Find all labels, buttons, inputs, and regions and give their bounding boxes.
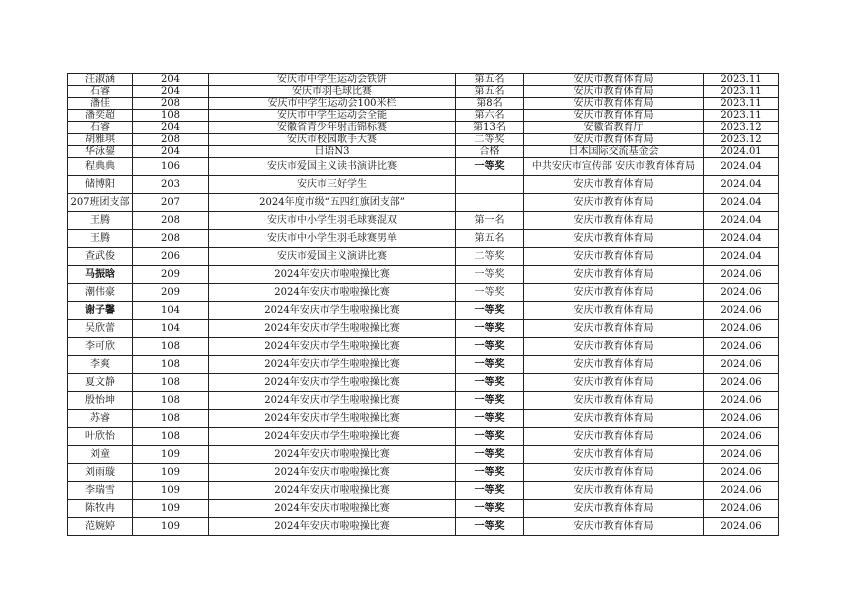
student-name-cell: 叶欣怡 <box>68 428 133 446</box>
competition-cell: 2024年度市级“五四红旗团支部” <box>209 194 456 212</box>
organizer-cell: 安庆市教育体育局 <box>524 248 704 266</box>
organizer-cell: 安庆市教育体育局 <box>524 302 704 320</box>
organizer-cell: 安庆市教育体育局 <box>524 338 704 356</box>
student-name-cell: 吴欣蕾 <box>68 320 133 338</box>
organizer-cell: 安庆市教育体育局 <box>524 266 704 284</box>
table-row <box>68 410 779 428</box>
student-name-cell: 马振晗 <box>68 266 133 284</box>
table-row <box>68 320 779 338</box>
organizer-cell: 安庆市教育体育局 <box>524 194 704 212</box>
class-cell: 204 <box>133 86 209 98</box>
award-cell: 一等奖 <box>456 482 524 500</box>
table-row <box>68 302 779 320</box>
award-cell: 一等奖 <box>456 464 524 482</box>
date-cell: 2024.06 <box>704 446 779 464</box>
table-row <box>68 374 779 392</box>
award-cell: 二等奖 <box>456 134 524 146</box>
date-cell: 2023.11 <box>704 110 779 122</box>
date-cell: 2024.04 <box>704 230 779 248</box>
student-name-cell: 苏睿 <box>68 410 133 428</box>
organizer-cell: 安庆市教育体育局 <box>524 212 704 230</box>
class-cell: 209 <box>133 266 209 284</box>
date-cell: 2024.06 <box>704 518 779 536</box>
student-name-cell: 陈牧冉 <box>68 500 133 518</box>
competition-cell: 2024年安庆市学生啦啦操比赛 <box>209 320 456 338</box>
award-cell: 一等奖 <box>456 356 524 374</box>
date-cell: 2024.06 <box>704 320 779 338</box>
table-row <box>68 86 779 98</box>
date-cell: 2023.11 <box>704 98 779 110</box>
date-cell: 2024.06 <box>704 302 779 320</box>
student-name-cell: 王腾 <box>68 230 133 248</box>
organizer-cell: 安徽省教育厅 <box>524 122 704 134</box>
class-cell: 109 <box>133 500 209 518</box>
student-name-cell: 李爽 <box>68 356 133 374</box>
competition-cell: 安庆市爱国主义演讲比赛 <box>209 248 456 266</box>
student-name-cell: 范婉婷 <box>68 518 133 536</box>
date-cell: 2024.04 <box>704 158 779 176</box>
table-row <box>68 356 779 374</box>
student-name-cell: 殷怡坤 <box>68 392 133 410</box>
student-name-cell: 潘奕超 <box>68 110 133 122</box>
date-cell: 2024.06 <box>704 428 779 446</box>
date-cell: 2024.04 <box>704 212 779 230</box>
award-cell: 一等奖 <box>456 320 524 338</box>
organizer-cell: 安庆市教育体育局 <box>524 176 704 194</box>
organizer-cell: 安庆市教育体育局 <box>524 446 704 464</box>
class-cell: 108 <box>133 410 209 428</box>
award-cell: 一等奖 <box>456 284 524 302</box>
student-name-cell: 李瑞雪 <box>68 482 133 500</box>
organizer-cell: 安庆市教育体育局 <box>524 134 704 146</box>
award-cell: 第五名 <box>456 74 524 86</box>
date-cell: 2024.06 <box>704 392 779 410</box>
class-cell: 108 <box>133 110 209 122</box>
organizer-cell: 安庆市教育体育局 <box>524 374 704 392</box>
competition-cell: 2024年安庆市学生啦啦操比赛 <box>209 356 456 374</box>
date-cell: 2023.12 <box>704 122 779 134</box>
student-name-cell: 潘佳 <box>68 98 133 110</box>
class-cell: 207 <box>133 194 209 212</box>
class-cell: 208 <box>133 212 209 230</box>
award-cell: 第13名 <box>456 122 524 134</box>
table-row <box>68 518 779 536</box>
date-cell: 2024.06 <box>704 284 779 302</box>
table-row <box>68 248 779 266</box>
award-cell: 二等奖 <box>456 248 524 266</box>
student-name-cell: 汪淑涵 <box>68 74 133 86</box>
award-cell: 一等奖 <box>456 446 524 464</box>
award-cell: 第六名 <box>456 110 524 122</box>
date-cell: 2023.11 <box>704 86 779 98</box>
competition-cell: 安庆市中小学生羽毛球赛混双 <box>209 212 456 230</box>
competition-cell: 2024年安庆市啦啦操比赛 <box>209 266 456 284</box>
competition-cell: 2024年安庆市啦啦操比赛 <box>209 482 456 500</box>
competition-cell: 安庆市中小学生羽毛球赛男单 <box>209 230 456 248</box>
table-row <box>68 122 779 134</box>
award-cell: 一等奖 <box>456 338 524 356</box>
competition-cell: 安庆市校园歌手大赛 <box>209 134 456 146</box>
table-row <box>68 134 779 146</box>
competition-cell: 2024年安庆市啦啦操比赛 <box>209 464 456 482</box>
student-name-cell: 潮伟豪 <box>68 284 133 302</box>
class-cell: 109 <box>133 464 209 482</box>
date-cell: 2024.06 <box>704 338 779 356</box>
date-cell: 2023.11 <box>704 74 779 86</box>
date-cell: 2024.04 <box>704 194 779 212</box>
class-cell: 108 <box>133 338 209 356</box>
competition-cell: 安庆市中学生运动会铁饼 <box>209 74 456 86</box>
organizer-cell: 安庆市教育体育局 <box>524 110 704 122</box>
class-cell: 104 <box>133 320 209 338</box>
table-row <box>68 338 779 356</box>
organizer-cell: 安庆市教育体育局 <box>524 464 704 482</box>
table-row <box>68 158 779 176</box>
competition-cell: 2024年安庆市啦啦操比赛 <box>209 500 456 518</box>
award-cell: 一等奖 <box>456 374 524 392</box>
date-cell: 2024.06 <box>704 410 779 428</box>
class-cell: 109 <box>133 446 209 464</box>
class-cell: 209 <box>133 284 209 302</box>
table-row <box>68 212 779 230</box>
organizer-cell: 安庆市教育体育局 <box>524 74 704 86</box>
organizer-cell: 安庆市教育体育局 <box>524 500 704 518</box>
competition-cell: 2024年安庆市啦啦操比赛 <box>209 284 456 302</box>
award-cell: 一等奖 <box>456 500 524 518</box>
award-cell: 第五名 <box>456 86 524 98</box>
competition-cell: 2024年安庆市啦啦操比赛 <box>209 446 456 464</box>
award-cell: 一等奖 <box>456 266 524 284</box>
organizer-cell: 安庆市教育体育局 <box>524 320 704 338</box>
student-name-cell: 查武俊 <box>68 248 133 266</box>
date-cell: 2024.04 <box>704 176 779 194</box>
competition-cell: 2024年安庆市啦啦操比赛 <box>209 518 456 536</box>
student-name-cell: 胡雅琪 <box>68 134 133 146</box>
date-cell: 2023.12 <box>704 134 779 146</box>
award-cell: 第五名 <box>456 230 524 248</box>
student-name-cell: 李可欣 <box>68 338 133 356</box>
class-cell: 109 <box>133 482 209 500</box>
student-name-cell: 程典典 <box>68 158 133 176</box>
organizer-cell: 安庆市教育体育局 <box>524 284 704 302</box>
table-row <box>68 482 779 500</box>
award-cell: 一等奖 <box>456 158 524 176</box>
date-cell: 2024.06 <box>704 266 779 284</box>
organizer-cell: 安庆市教育体育局 <box>524 482 704 500</box>
award-cell: 一等奖 <box>456 428 524 446</box>
student-name-cell: 谢子馨 <box>68 302 133 320</box>
table-row <box>68 146 779 158</box>
class-cell: 208 <box>133 98 209 110</box>
award-cell: 第一名 <box>456 212 524 230</box>
student-name-cell: 王腾 <box>68 212 133 230</box>
table-row <box>68 500 779 518</box>
organizer-cell: 安庆市教育体育局 <box>524 98 704 110</box>
date-cell: 2024.04 <box>704 248 779 266</box>
competition-cell: 安庆市爱国主义读书演讲比赛 <box>209 158 456 176</box>
awards-table <box>67 73 779 536</box>
class-cell: 208 <box>133 134 209 146</box>
date-cell: 2024.06 <box>704 374 779 392</box>
table-row <box>68 428 779 446</box>
table-row <box>68 176 779 194</box>
awards-table-body <box>68 74 779 536</box>
class-cell: 106 <box>133 158 209 176</box>
date-cell: 2024.06 <box>704 464 779 482</box>
table-row <box>68 284 779 302</box>
award-cell: 合格 <box>456 146 524 158</box>
class-cell: 203 <box>133 176 209 194</box>
table-row <box>68 194 779 212</box>
competition-cell: 2024年安庆市学生啦啦操比赛 <box>209 410 456 428</box>
class-cell: 204 <box>133 74 209 86</box>
student-name-cell: 207班团支部 <box>68 194 133 212</box>
competition-cell: 安庆市羽毛球比赛 <box>209 86 456 98</box>
class-cell: 204 <box>133 146 209 158</box>
award-cell <box>456 176 524 194</box>
student-name-cell: 华泳鋆 <box>68 146 133 158</box>
class-cell: 108 <box>133 392 209 410</box>
award-cell: 一等奖 <box>456 392 524 410</box>
award-cell: 一等奖 <box>456 410 524 428</box>
organizer-cell: 日本国际交流基金会 <box>524 146 704 158</box>
award-cell: 一等奖 <box>456 518 524 536</box>
competition-cell: 安庆市三好学生 <box>209 176 456 194</box>
student-name-cell: 刘雨璇 <box>68 464 133 482</box>
organizer-cell: 中共安庆市宣传部 安庆市教育体育局 <box>524 158 704 176</box>
competition-cell: 2024年安庆市学生啦啦操比赛 <box>209 338 456 356</box>
class-cell: 104 <box>133 302 209 320</box>
class-cell: 108 <box>133 428 209 446</box>
table-row <box>68 266 779 284</box>
table-row <box>68 446 779 464</box>
competition-cell: 安庆市中学生运动会100米栏 <box>209 98 456 110</box>
date-cell: 2024.06 <box>704 356 779 374</box>
competition-cell: 日语N3 <box>209 146 456 158</box>
student-name-cell: 夏文静 <box>68 374 133 392</box>
class-cell: 109 <box>133 518 209 536</box>
competition-cell: 2024年安庆市学生啦啦操比赛 <box>209 374 456 392</box>
date-cell: 2024.06 <box>704 482 779 500</box>
competition-cell: 2024年安庆市学生啦啦操比赛 <box>209 302 456 320</box>
award-cell: 一等奖 <box>456 302 524 320</box>
table-row <box>68 230 779 248</box>
award-cell <box>456 194 524 212</box>
organizer-cell: 安庆市教育体育局 <box>524 86 704 98</box>
table-row <box>68 464 779 482</box>
table-row <box>68 74 779 86</box>
table-row <box>68 110 779 122</box>
student-name-cell: 石睿 <box>68 86 133 98</box>
organizer-cell: 安庆市教育体育局 <box>524 356 704 374</box>
organizer-cell: 安庆市教育体育局 <box>524 410 704 428</box>
class-cell: 208 <box>133 230 209 248</box>
competition-cell: 安庆市中学生运动会全能 <box>209 110 456 122</box>
class-cell: 206 <box>133 248 209 266</box>
organizer-cell: 安庆市教育体育局 <box>524 230 704 248</box>
student-name-cell: 刘童 <box>68 446 133 464</box>
competition-cell: 2024年安庆市学生啦啦操比赛 <box>209 392 456 410</box>
date-cell: 2024.01 <box>704 146 779 158</box>
student-name-cell: 石睿 <box>68 122 133 134</box>
competition-cell: 2024年安庆市学生啦啦操比赛 <box>209 428 456 446</box>
organizer-cell: 安庆市教育体育局 <box>524 428 704 446</box>
date-cell: 2024.06 <box>704 500 779 518</box>
award-cell: 第8名 <box>456 98 524 110</box>
organizer-cell: 安庆市教育体育局 <box>524 518 704 536</box>
competition-cell: 安徽省青少年射击锦标赛 <box>209 122 456 134</box>
class-cell: 108 <box>133 356 209 374</box>
table-row <box>68 392 779 410</box>
class-cell: 204 <box>133 122 209 134</box>
student-name-cell: 储博阳 <box>68 176 133 194</box>
class-cell: 108 <box>133 374 209 392</box>
organizer-cell: 安庆市教育体育局 <box>524 392 704 410</box>
table-row <box>68 98 779 110</box>
